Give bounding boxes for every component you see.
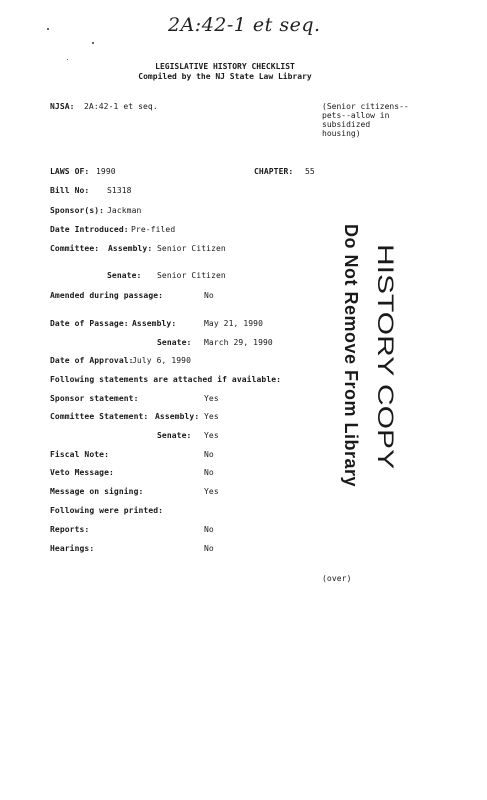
committee-senate-value: Senior Citizen — [157, 271, 226, 280]
bill-description: (Senior citizens-- pets--allow in subsidized housing) — [322, 102, 409, 138]
sponsor-label: Sponsor(s): — [50, 206, 105, 215]
header-subtitle: Compiled by the NJ State Law Library — [138, 72, 312, 81]
veto-message-value: No — [204, 468, 214, 477]
stamp-line-history-copy: HISTORY COPY — [372, 244, 398, 470]
bill-no-label: Bill No: — [50, 186, 90, 195]
committee-statement-assembly-label: Assembly: — [155, 412, 200, 421]
scan-speck — [92, 42, 94, 44]
history-copy-stamp — [330, 224, 420, 488]
passage-senate-value: March 29, 1990 — [204, 338, 273, 347]
committee-statement-senate-label: Senate: — [157, 431, 192, 440]
fiscal-note-label: Fiscal Note: — [50, 450, 109, 459]
committee-assembly-label: Assembly: — [108, 244, 153, 253]
date-of-approval-label: Date of Approval: — [50, 356, 134, 365]
passage-senate-label: Senate: — [157, 338, 192, 347]
date-of-passage-label: Date of Passage: — [50, 319, 129, 328]
chapter-label: CHAPTER: — [254, 167, 294, 176]
message-on-signing-label: Message on signing: — [50, 487, 144, 496]
amended-label: Amended during passage: — [50, 291, 164, 300]
veto-message-label: Veto Message: — [50, 468, 114, 477]
date-of-approval-value: July 6, 1990 — [132, 356, 191, 365]
hearings-value: No — [204, 544, 214, 553]
passage-assembly-value: May 21, 1990 — [204, 319, 263, 328]
scan-speck — [67, 59, 68, 60]
scan-speck — [47, 28, 49, 30]
header-title: LEGISLATIVE HISTORY CHECKLIST — [155, 62, 295, 71]
committee-assembly-value: Senior Citizen — [157, 244, 226, 253]
committee-statement-assembly-value: Yes — [204, 412, 219, 421]
message-on-signing-value: Yes — [204, 487, 219, 496]
laws-of-value: 1990 — [96, 167, 116, 176]
document-header — [100, 62, 350, 82]
chapter-value: 55 — [305, 167, 315, 176]
fiscal-note-value: No — [204, 450, 214, 459]
passage-assembly-label: Assembly: — [132, 319, 177, 328]
committee-label: Committee: — [50, 244, 100, 253]
printed-heading: Following were printed: — [50, 506, 164, 515]
laws-of-label: LAWS OF: — [50, 167, 90, 176]
njsa-value: 2A:42-1 et seq. — [84, 102, 158, 111]
committee-senate-label: Senate: — [107, 271, 142, 280]
amended-value: No — [204, 291, 214, 300]
sponsor-statement-label: Sponsor statement: — [50, 394, 139, 403]
njsa-label: NJSA: — [50, 102, 75, 111]
reports-value: No — [204, 525, 214, 534]
date-introduced-value: Pre-filed — [131, 225, 176, 234]
statements-heading: Following statements are attached if available: — [50, 375, 282, 384]
bill-no-value: S1318 — [107, 186, 132, 195]
footer-over: (over) — [322, 574, 352, 583]
sponsor-statement-value: Yes — [204, 394, 219, 403]
sponsor-value: Jackman — [107, 206, 142, 215]
reports-label: Reports: — [50, 525, 90, 534]
committee-statement-label: Committee Statement: — [50, 412, 149, 421]
date-introduced-label: Date Introduced: — [50, 225, 129, 234]
hearings-label: Hearings: — [50, 544, 95, 553]
stamp-line-do-not-remove: Do Not Remove From Library — [341, 224, 361, 488]
handwritten-citation: 2A:42-1 et seq. — [168, 14, 321, 36]
committee-statement-senate-value: Yes — [204, 431, 219, 440]
